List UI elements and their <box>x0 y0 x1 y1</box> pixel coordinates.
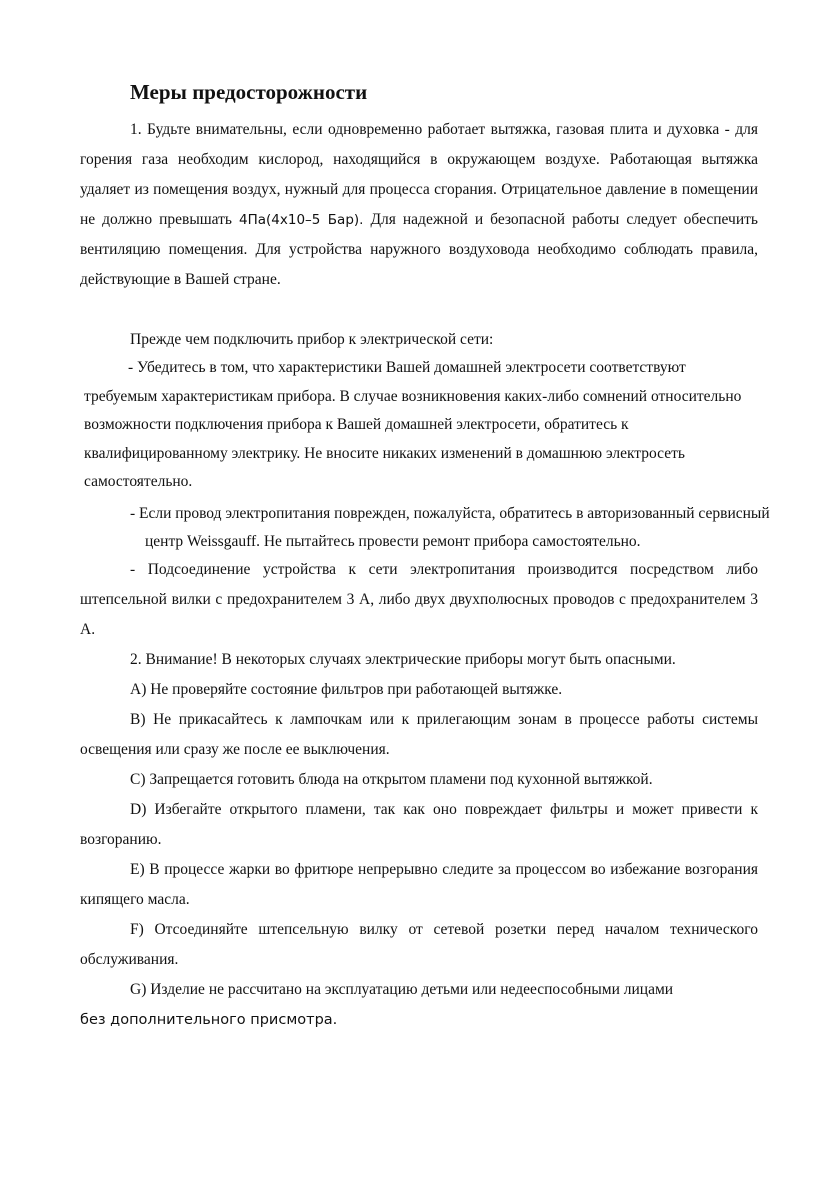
paragraph-g-line-1: G) Изделие не рассчитано на эксплуатацию детьми или недееспособными лицами <box>130 981 674 998</box>
bullet-1 <box>84 354 760 497</box>
paragraph-a: A) Не проверяйте состояние фильтров при работающей вытяжке. <box>130 681 563 698</box>
bullet-2 <box>130 500 805 556</box>
paragraph-2: 2. Внимание! В некоторых случаях электрические приборы могут быть опасными. <box>130 651 676 668</box>
paragraph-e: E) В процессе жарки во фритюре непрерывно следите за процессом во избежание возгорания кипящего масла. <box>80 861 758 908</box>
paragraph-g <box>80 975 770 1035</box>
paragraph-b: B) Не прикасайтесь к лампочкам или к прилегающим зонам в процессе работы системы освещения или сразу же после ее выключения. <box>80 711 758 758</box>
pressure-value: 4Па(4х10–5 Бар). <box>239 212 364 228</box>
bullet-3-text: - Подсоединение устройства к сети электропитания производится посредством либо штепсельной вилки с предохранителем 3 А, либо двух двухполюсных проводов с предохранителем 3 А. <box>80 561 758 638</box>
paragraph-g-line-2: без дополнительного присмотра. <box>80 1012 338 1028</box>
bullet-3 <box>80 555 758 645</box>
paragraph-1-text-a: 1. Будьте внимательны, если одновременно работает вытяжка, газовая плита и духовка - для горения газа необходим кислород, находящийся в окружающем воздухе. Работающая вытяжка удаляет из помещения воздух, нужный для процесса сгорания. Отрицательное давление в помещении не должно превышать <box>80 121 758 228</box>
paragraph-d: D) Избегайте открытого пламени, так как оно повреждает фильтры и может привести к возгоранию. <box>80 801 758 848</box>
paragraph-1 <box>80 115 758 295</box>
page-title: Меры предосторожности <box>130 80 368 104</box>
paragraph-f: F) Отсоединяйте штепсельную вилку от сетевой розетки перед началом технического обслуживания. <box>80 921 758 968</box>
bullet-1-text: - Убедитесь в том, что характеристики Вашей домашней электросети соответствуют требуемым характеристикам прибора. В случае возникновения каких-либо сомнений относительно возможности подключения прибора к Вашей домашней электросети, обратитесь к квалифицированному электрику. Не вносите никаких изменений в домашнюю электросеть самостоятельно. <box>84 359 742 490</box>
paragraph-c: C) Запрещается готовить блюда на открытом пламени под кухонной вытяжкой. <box>130 771 653 788</box>
paragraph-before-connect: Прежде чем подключить прибор к электрической сети: <box>130 331 494 348</box>
bullet-2-text: - Если провод электропитания поврежден, пожалуйста, обратитесь в авторизованный сервисный центр Weissgauff. Не пытайтесь провести ремонт прибора самостоятельно. <box>130 505 770 550</box>
paragraph-1-text-b: Для надежной и безопасной работы следует обеспечить вентиляцию помещения. Для устройства наружного воздуховода необходимо соблюдать правила, действующие в Вашей стране. <box>80 211 758 288</box>
